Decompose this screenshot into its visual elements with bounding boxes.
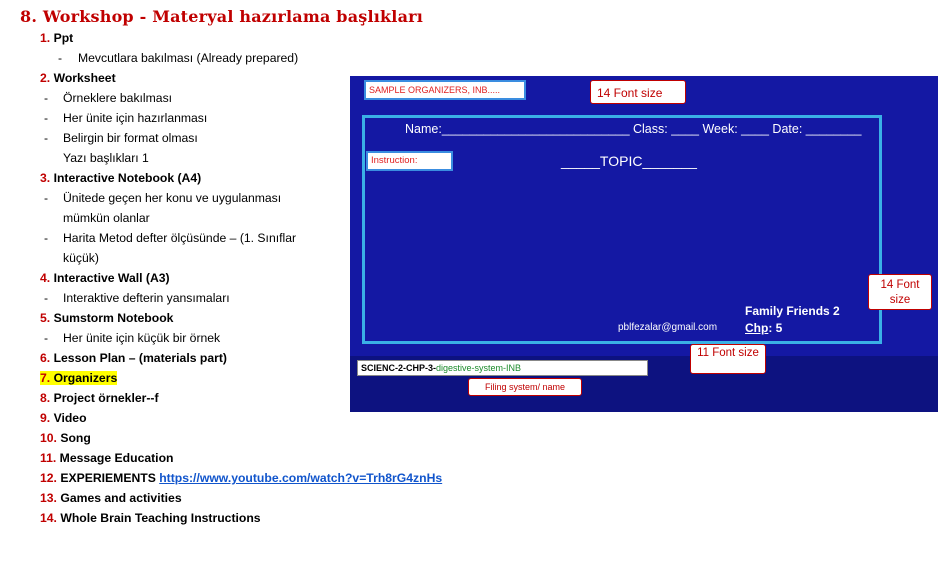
list-item-organizers: 7. Organizers xyxy=(40,371,118,385)
callout-top: 14 Font size xyxy=(590,80,686,104)
list-item-message-education: 11. Message Education xyxy=(40,451,174,465)
list-item-games: 13. Games and activities xyxy=(40,491,182,505)
sub-item: - Mevcutlara bakılması (Already prepared) xyxy=(58,51,299,65)
sample-organizers-label: SAMPLE ORGANIZERS, INB..... xyxy=(364,80,526,100)
callout-bottom: 11 Font size xyxy=(690,344,766,374)
list-item-worksheet: 2. Worksheet xyxy=(40,71,116,85)
callout-right: 14 Font size xyxy=(868,274,932,310)
list-item-whole-brain: 14. Whole Brain Teaching Instructions xyxy=(40,511,261,525)
sub-item: - Belirgin bir format olması xyxy=(44,131,198,145)
organizer-sample-image xyxy=(350,76,938,412)
sub-item: - Interaktive defterin yansımaları xyxy=(44,291,230,305)
sub-item: - Harita Metod defter ölçüsünde – (1. Sınıflar xyxy=(44,231,297,245)
name-class-week-date-line: Name:___________________________ Class: ____ Week: ____ Date: ________ xyxy=(405,122,862,136)
youtube-link[interactable]: https://www.youtube.com/watch?v=Trh8rG4znHs xyxy=(159,471,443,485)
list-item-sumstorm-notebook: 5. Sumstorm Notebook xyxy=(40,311,174,325)
list-item-project: 8. Project örnekler--f xyxy=(40,391,159,405)
item-label: Ppt xyxy=(53,31,74,45)
list-item-experiments: 12. EXPERIEMENTS https://www.youtube.com/watch?v=Trh8rG4znHs xyxy=(40,471,443,485)
email-text: pblfezalar@gmail.com xyxy=(618,322,718,333)
filing-name-box: SCIENC-2-CHP-3-digestive-system-INB xyxy=(357,360,648,376)
item-number: 1. xyxy=(40,31,51,45)
topic-line: _____TOPIC_______ xyxy=(561,153,697,169)
instruction-box: Instruction: xyxy=(366,151,453,171)
sub-item: - Her ünite için hazırlanması xyxy=(44,111,208,125)
list-item-interactive-wall: 4. Interactive Wall (A3) xyxy=(40,271,170,285)
sub-item: - Örneklere bakılması xyxy=(44,91,173,105)
page-title: 8. Workshop - Materyal hazırlama başlıkları xyxy=(20,7,424,26)
filing-system-note: Filing system/ name xyxy=(468,378,582,396)
list-item-lesson-plan: 6. Lesson Plan – (materials part) xyxy=(40,351,227,365)
list-item-ppt xyxy=(40,28,442,48)
sub-item: Yazı başlıkları 1 xyxy=(63,151,149,165)
family-friends-label: Family Friends 2 Chp: 5 xyxy=(745,304,840,335)
sub-item: - Her ünite için küçük bir örnek xyxy=(44,331,221,345)
list-item-interactive-notebook: 3. Interactive Notebook (A4) xyxy=(40,171,202,185)
sub-item: küçük) xyxy=(63,251,99,265)
sub-item: - Ünitede geçen her konu ve uygulanması xyxy=(44,191,282,205)
sub-item: mümkün olanlar xyxy=(63,211,150,225)
list-item-song: 10. Song xyxy=(40,431,91,445)
list-item-video: 9. Video xyxy=(40,411,87,425)
